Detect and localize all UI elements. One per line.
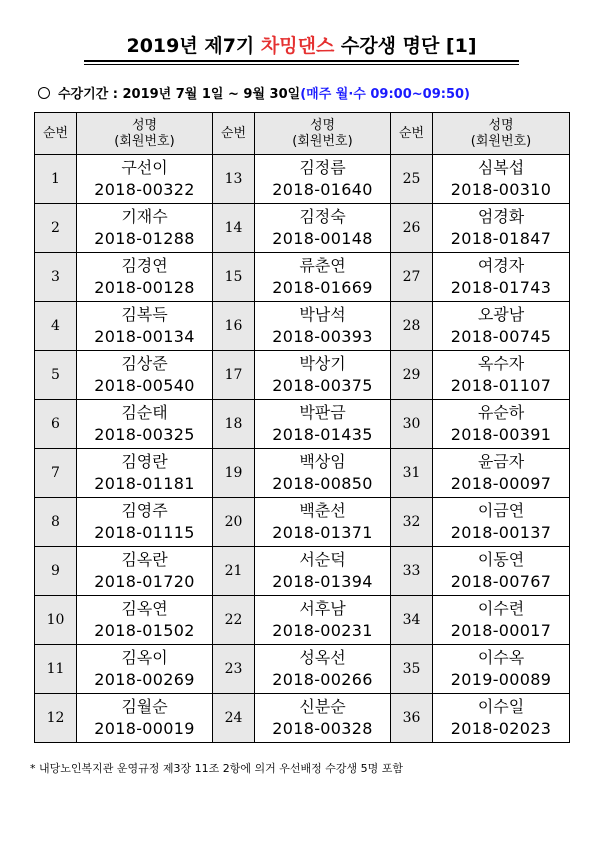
row-number: 31 — [391, 449, 433, 498]
member-id: 2018-00269 — [94, 670, 195, 689]
member-id: 2018-00137 — [450, 523, 552, 542]
table-row — [35, 449, 570, 498]
member-id: 2018-00375 — [272, 376, 373, 395]
row-number: 5 — [35, 351, 77, 400]
row-number: 18 — [213, 400, 255, 449]
roster-body — [35, 155, 570, 743]
student-name: 박남석 — [299, 305, 346, 324]
row-number: 21 — [213, 547, 255, 596]
student-name: 김상준 — [121, 354, 168, 373]
header-num: 순번 — [213, 113, 255, 155]
row-number: 4 — [35, 302, 77, 351]
header-name-line2: (회원번호) — [470, 133, 532, 149]
student-name: 박판금 — [299, 403, 346, 422]
member-id: 2018-00328 — [272, 719, 373, 738]
student-name: 백상임 — [299, 452, 346, 471]
row-number: 28 — [391, 302, 433, 351]
member-id: 2018-01847 — [450, 229, 552, 248]
row-number: 16 — [213, 302, 255, 351]
student-cell — [255, 645, 391, 694]
student-cell — [433, 253, 570, 302]
student-name: 류춘연 — [299, 256, 346, 275]
member-id: 2018-00391 — [450, 425, 552, 444]
title-prefix: 2019년 제7기 — [126, 35, 261, 57]
student-cell — [77, 204, 213, 253]
student-cell — [77, 694, 213, 743]
table-header-row — [35, 113, 570, 155]
table-row — [35, 694, 570, 743]
member-id: 2018-01669 — [272, 278, 373, 297]
member-id: 2018-00393 — [272, 327, 373, 346]
header-name — [433, 113, 570, 155]
footnote: * 내당노인복지관 운영규정 제3장 11조 2항에 의거 우선배정 수강생 5명 포함 — [30, 762, 403, 775]
row-number: 3 — [35, 253, 77, 302]
row-number: 22 — [213, 596, 255, 645]
row-number: 25 — [391, 155, 433, 204]
table-row — [35, 253, 570, 302]
table-row — [35, 645, 570, 694]
member-id: 2018-00134 — [94, 327, 195, 346]
student-cell — [77, 155, 213, 204]
row-number: 8 — [35, 498, 77, 547]
title-suffix: 수강생 명단 [1] — [334, 35, 477, 57]
header-name-line1: 성명 — [309, 117, 336, 133]
student-cell — [433, 204, 570, 253]
student-cell — [77, 596, 213, 645]
row-number: 14 — [213, 204, 255, 253]
row-number: 13 — [213, 155, 255, 204]
student-name: 오광남 — [477, 305, 525, 324]
student-name: 옥수자 — [477, 354, 525, 373]
student-name: 김옥란 — [121, 550, 168, 569]
table-row — [35, 155, 570, 204]
row-number: 34 — [391, 596, 433, 645]
table-row — [35, 596, 570, 645]
circle-bullet-icon — [38, 87, 50, 99]
member-id: 2018-00128 — [94, 278, 195, 297]
student-name: 백춘선 — [299, 501, 346, 520]
student-name: 여경자 — [477, 256, 525, 275]
student-cell — [433, 302, 570, 351]
course-period — [38, 86, 470, 104]
student-name: 신분순 — [299, 697, 346, 716]
row-number: 30 — [391, 400, 433, 449]
header-name-line2: (회원번호) — [292, 133, 353, 149]
row-number: 29 — [391, 351, 433, 400]
member-id: 2018-00540 — [94, 376, 195, 395]
member-id: 2019-00089 — [450, 670, 552, 689]
member-id: 2018-00325 — [94, 425, 195, 444]
student-cell — [255, 155, 391, 204]
row-number: 36 — [391, 694, 433, 743]
student-name: 이수일 — [477, 697, 525, 716]
table-row — [35, 302, 570, 351]
period-schedule: (매주 월·수 09:00~09:50) — [300, 87, 470, 102]
member-id: 2018-01115 — [94, 523, 195, 542]
student-name: 김영주 — [121, 501, 168, 520]
member-id: 2018-00148 — [272, 229, 373, 248]
title-underline-thin — [84, 64, 519, 65]
row-number: 2 — [35, 204, 77, 253]
student-cell — [77, 449, 213, 498]
header-name-line1: 성명 — [131, 117, 158, 133]
row-number: 27 — [391, 253, 433, 302]
member-id: 2018-01288 — [94, 229, 195, 248]
student-name: 김옥이 — [121, 648, 168, 667]
student-name: 심복섭 — [477, 158, 525, 177]
student-cell — [255, 449, 391, 498]
student-name: 김복득 — [121, 305, 168, 324]
row-number: 15 — [213, 253, 255, 302]
title-highlight: 차밍댄스 — [260, 35, 335, 57]
student-name: 유순하 — [477, 403, 525, 422]
member-id: 2018-01720 — [94, 572, 195, 591]
table-row — [35, 498, 570, 547]
student-cell — [433, 596, 570, 645]
title-underline — [84, 60, 519, 62]
student-cell — [255, 694, 391, 743]
student-cell — [255, 302, 391, 351]
student-cell — [433, 449, 570, 498]
member-id: 2018-01181 — [94, 474, 195, 493]
member-id: 2018-00017 — [450, 621, 552, 640]
member-id: 2018-01371 — [272, 523, 373, 542]
student-cell — [433, 400, 570, 449]
row-number: 10 — [35, 596, 77, 645]
student-name: 성옥선 — [299, 648, 346, 667]
student-cell — [433, 547, 570, 596]
student-name: 김옥연 — [121, 599, 168, 618]
student-name: 엄경화 — [477, 207, 525, 226]
student-name: 김정숙 — [299, 207, 346, 226]
member-id: 2018-00231 — [272, 621, 373, 640]
member-id: 2018-00097 — [450, 474, 552, 493]
member-id: 2018-00767 — [450, 572, 552, 591]
student-name: 김영란 — [121, 452, 168, 471]
row-number: 23 — [213, 645, 255, 694]
member-id: 2018-02023 — [450, 719, 552, 738]
student-name: 김월순 — [121, 697, 168, 716]
student-cell — [77, 400, 213, 449]
student-cell — [77, 547, 213, 596]
student-cell — [255, 253, 391, 302]
member-id: 2018-00266 — [272, 670, 373, 689]
student-cell — [255, 204, 391, 253]
student-roster-table — [34, 112, 570, 743]
period-label: 수강기간 : 2019년 7월 1일 ~ 9월 30일 — [58, 87, 301, 102]
member-id: 2018-00850 — [272, 474, 373, 493]
row-number: 35 — [391, 645, 433, 694]
row-number: 1 — [35, 155, 77, 204]
student-name: 이금연 — [477, 501, 525, 520]
row-number: 11 — [35, 645, 77, 694]
table-row — [35, 204, 570, 253]
student-cell — [433, 351, 570, 400]
row-number: 19 — [213, 449, 255, 498]
table-row — [35, 400, 570, 449]
row-number: 20 — [213, 498, 255, 547]
member-id: 2018-01640 — [272, 180, 373, 199]
row-number: 7 — [35, 449, 77, 498]
row-number: 24 — [213, 694, 255, 743]
student-cell — [255, 351, 391, 400]
student-name: 서후남 — [299, 599, 346, 618]
title-text — [84, 33, 519, 59]
table-row — [35, 351, 570, 400]
member-id: 2018-01743 — [450, 278, 552, 297]
student-name: 이동연 — [477, 550, 525, 569]
header-num: 순번 — [35, 113, 77, 155]
member-id: 2018-00019 — [94, 719, 195, 738]
student-name: 서순덕 — [299, 550, 346, 569]
header-name — [255, 113, 391, 155]
student-cell — [255, 400, 391, 449]
student-cell — [255, 596, 391, 645]
student-name: 이수련 — [477, 599, 525, 618]
student-name: 김정름 — [299, 158, 346, 177]
student-name: 구선이 — [121, 158, 168, 177]
student-cell — [255, 547, 391, 596]
student-cell — [433, 694, 570, 743]
member-id: 2018-01435 — [272, 425, 373, 444]
student-name: 이수옥 — [477, 648, 525, 667]
member-id: 2018-00745 — [450, 327, 552, 346]
row-number: 33 — [391, 547, 433, 596]
member-id: 2018-00322 — [94, 180, 195, 199]
row-number: 26 — [391, 204, 433, 253]
header-name — [77, 113, 213, 155]
member-id: 2018-00310 — [450, 180, 552, 199]
student-name: 기재수 — [121, 207, 168, 226]
student-cell — [433, 498, 570, 547]
row-number: 12 — [35, 694, 77, 743]
table-row — [35, 547, 570, 596]
student-cell — [433, 645, 570, 694]
student-cell — [77, 498, 213, 547]
student-name: 김경연 — [121, 256, 168, 275]
member-id: 2018-01502 — [94, 621, 195, 640]
student-name: 박상기 — [299, 354, 346, 373]
student-name: 김순태 — [121, 403, 168, 422]
student-cell — [77, 645, 213, 694]
student-name: 윤금자 — [477, 452, 525, 471]
row-number: 6 — [35, 400, 77, 449]
student-cell — [255, 498, 391, 547]
header-name-line2: (회원번호) — [114, 133, 175, 149]
student-cell — [77, 253, 213, 302]
header-num: 순번 — [391, 113, 433, 155]
student-cell — [77, 302, 213, 351]
student-cell — [433, 155, 570, 204]
member-id: 2018-01107 — [450, 376, 552, 395]
document-title — [84, 33, 519, 65]
student-cell — [77, 351, 213, 400]
row-number: 32 — [391, 498, 433, 547]
header-name-line1: 성명 — [488, 117, 514, 133]
row-number: 9 — [35, 547, 77, 596]
row-number: 17 — [213, 351, 255, 400]
member-id: 2018-01394 — [272, 572, 373, 591]
